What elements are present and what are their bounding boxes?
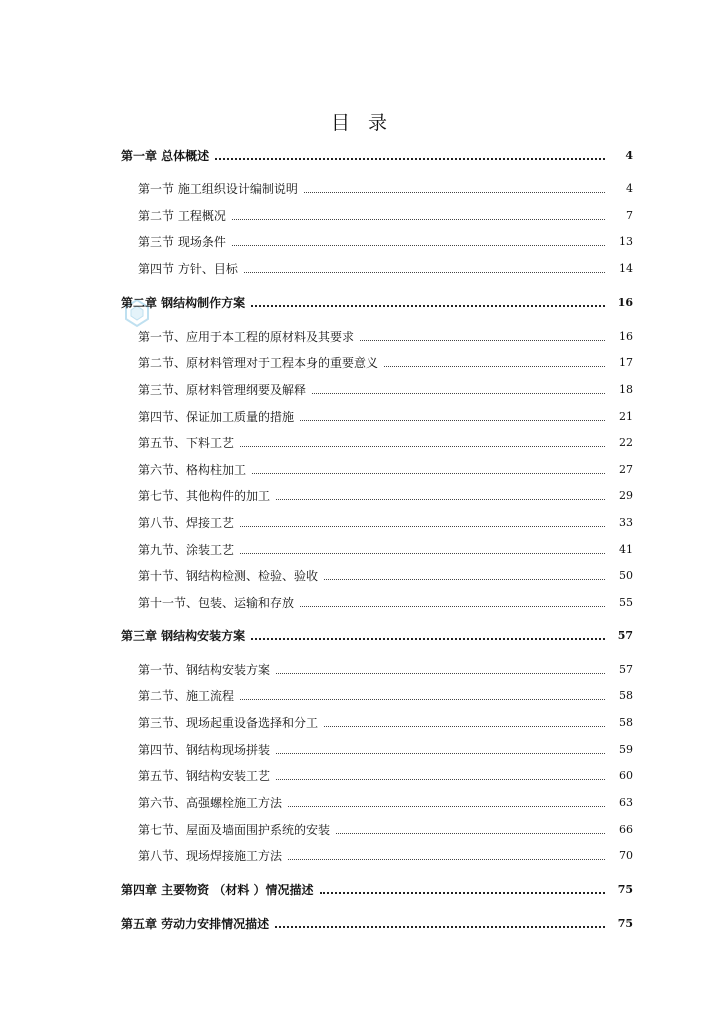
toc-page-number: 7	[626, 209, 633, 222]
dot-leader	[336, 833, 605, 834]
dot-leader	[384, 366, 605, 367]
toc-section-entry[interactable]	[121, 350, 633, 370]
toc-page-number: 55	[619, 596, 633, 609]
dot-leader	[304, 192, 605, 193]
toc-section-entry[interactable]	[121, 457, 633, 477]
toc-page-number: 13	[619, 235, 633, 248]
toc-page-number: 70	[619, 849, 633, 862]
dot-leader	[276, 779, 605, 780]
toc-section-entry[interactable]	[121, 590, 633, 610]
toc-entry-label: 第九节、涂装工艺	[138, 543, 235, 557]
toc-entry-label: 第三节、原材料管理纲要及解释	[138, 383, 307, 397]
toc-section-entry[interactable]	[121, 790, 633, 810]
toc-page-number: 18	[619, 383, 633, 396]
dot-leader	[300, 606, 605, 607]
toc-page-number: 50	[619, 569, 633, 582]
dot-leader	[252, 473, 605, 474]
toc-page-number: 58	[619, 689, 633, 702]
dot-leader	[232, 245, 605, 246]
toc-page-number: 27	[619, 463, 633, 476]
toc-entry-label: 第四章 主要物资 （材料 ）情况描述	[121, 883, 314, 897]
toc-entry-label: 第七节、其他构件的加工	[138, 489, 271, 503]
toc-page-number: 16	[617, 296, 633, 309]
toc-entry-label: 第六节、高强螺栓施工方法	[138, 796, 283, 810]
toc-page-number: 14	[619, 262, 633, 275]
dot-leader	[275, 926, 605, 928]
dot-leader	[324, 579, 605, 580]
dot-leader	[288, 806, 605, 807]
toc-section-entry[interactable]	[121, 404, 633, 424]
toc-section-entry[interactable]	[121, 483, 633, 503]
toc-entry-label: 第四节 方针、目标	[138, 262, 238, 276]
toc-entry-label: 第一节、钢结构安装方案	[138, 663, 271, 677]
toc-chapter-entry[interactable]	[121, 143, 633, 163]
dot-leader	[240, 553, 605, 554]
toc-chapter-entry[interactable]	[121, 290, 633, 310]
toc-chapter-entry[interactable]	[121, 911, 633, 931]
toc-page-number: 66	[619, 823, 633, 836]
toc-section-entry[interactable]	[121, 657, 633, 677]
toc-section-entry[interactable]	[121, 737, 633, 757]
toc-entry-label: 第七节、屋面及墙面围护系统的安装	[138, 823, 331, 837]
toc-section-entry[interactable]	[121, 817, 633, 837]
toc-section-entry[interactable]	[121, 256, 633, 276]
toc-chapter-entry[interactable]	[121, 623, 633, 643]
toc-page-number: 41	[619, 543, 633, 556]
dot-leader	[240, 699, 605, 700]
toc-entry-label: 第十节、钢结构检测、检验、验收	[138, 569, 319, 583]
toc-section-entry[interactable]	[121, 176, 633, 196]
dot-leader	[300, 420, 605, 421]
dot-leader	[240, 526, 605, 527]
toc-entry-label: 第一节 施工组织设计编制说明	[138, 182, 298, 196]
toc-section-entry[interactable]	[121, 537, 633, 557]
dot-leader	[320, 892, 605, 894]
dot-leader	[360, 340, 605, 341]
toc-section-entry[interactable]	[121, 430, 633, 450]
toc-page-number: 21	[619, 410, 633, 423]
toc-page-number: 75	[617, 917, 633, 930]
toc-entry-label: 第十一节、包装、运输和存放	[138, 596, 295, 610]
toc-entry-label: 第五节、下料工艺	[138, 436, 235, 450]
dot-leader	[312, 393, 605, 394]
dot-leader	[276, 753, 605, 754]
toc-page-number: 4	[626, 182, 633, 195]
toc-entry-label: 第一节、应用于本工程的原材料及其要求	[138, 330, 355, 344]
dot-leader	[288, 859, 605, 860]
dot-leader	[240, 446, 605, 447]
toc-page-number: 57	[617, 629, 633, 642]
toc-page-number: 22	[619, 436, 633, 449]
toc-page-number: 33	[619, 516, 633, 529]
dot-leader	[324, 726, 605, 727]
toc-entry-label: 第八节、现场焊接施工方法	[138, 849, 283, 863]
toc-entry-label: 第四节、钢结构现场拼装	[138, 743, 271, 757]
toc-section-entry[interactable]	[121, 324, 633, 344]
page-title: 目 录	[330, 112, 394, 134]
toc-entry-label: 第六节、格构柱加工	[138, 463, 247, 477]
toc-section-entry[interactable]	[121, 203, 633, 223]
toc-section-entry[interactable]	[121, 683, 633, 703]
dot-leader	[251, 638, 605, 640]
toc-entry-label: 第二节、原材料管理对于工程本身的重要意义	[138, 356, 379, 370]
toc-entry-label: 第五章 劳动力安排情况描述	[121, 917, 270, 931]
toc-chapter-entry[interactable]	[121, 877, 633, 897]
dot-leader	[276, 499, 605, 500]
toc-page-number: 59	[619, 743, 633, 756]
dot-leader	[251, 305, 605, 307]
toc-page-number: 63	[619, 796, 633, 809]
dot-leader	[276, 673, 605, 674]
dot-leader	[215, 158, 605, 160]
toc-page-number: 75	[617, 883, 633, 896]
toc-entry-label: 第三节 现场条件	[138, 235, 226, 249]
toc-entry-label: 第三节、现场起重设备选择和分工	[138, 716, 319, 730]
toc-entry-label: 第一章 总体概述	[121, 149, 210, 163]
toc-entry-label: 第八节、焊接工艺	[138, 516, 235, 530]
toc-section-entry[interactable]	[121, 710, 633, 730]
dot-leader	[244, 272, 605, 273]
toc-entry-label: 第三章 钢结构安装方案	[121, 629, 246, 643]
toc-page-number: 29	[619, 489, 633, 502]
toc-page-number: 4	[625, 149, 633, 162]
toc-section-entry[interactable]	[121, 377, 633, 397]
toc-section-entry[interactable]	[121, 563, 633, 583]
toc-page-number: 17	[619, 356, 633, 369]
toc-entry-label: 第二章 钢结构制作方案	[121, 296, 246, 310]
toc-page-number: 57	[619, 663, 633, 676]
toc-page-number: 16	[619, 330, 633, 343]
toc-section-entry[interactable]	[121, 229, 633, 249]
toc-entry-label: 第二节、施工流程	[138, 689, 235, 703]
toc-page-number: 58	[619, 716, 633, 729]
dot-leader	[232, 219, 605, 220]
toc-section-entry[interactable]	[121, 763, 633, 783]
toc-entry-label: 第五节、钢结构安装工艺	[138, 769, 271, 783]
toc-entry-label: 第四节、保证加工质量的措施	[138, 410, 295, 424]
toc-section-entry[interactable]	[121, 510, 633, 530]
toc-entry-label: 第二节 工程概况	[138, 209, 226, 223]
toc-page-number: 60	[619, 769, 633, 782]
toc-section-entry[interactable]	[121, 843, 633, 863]
